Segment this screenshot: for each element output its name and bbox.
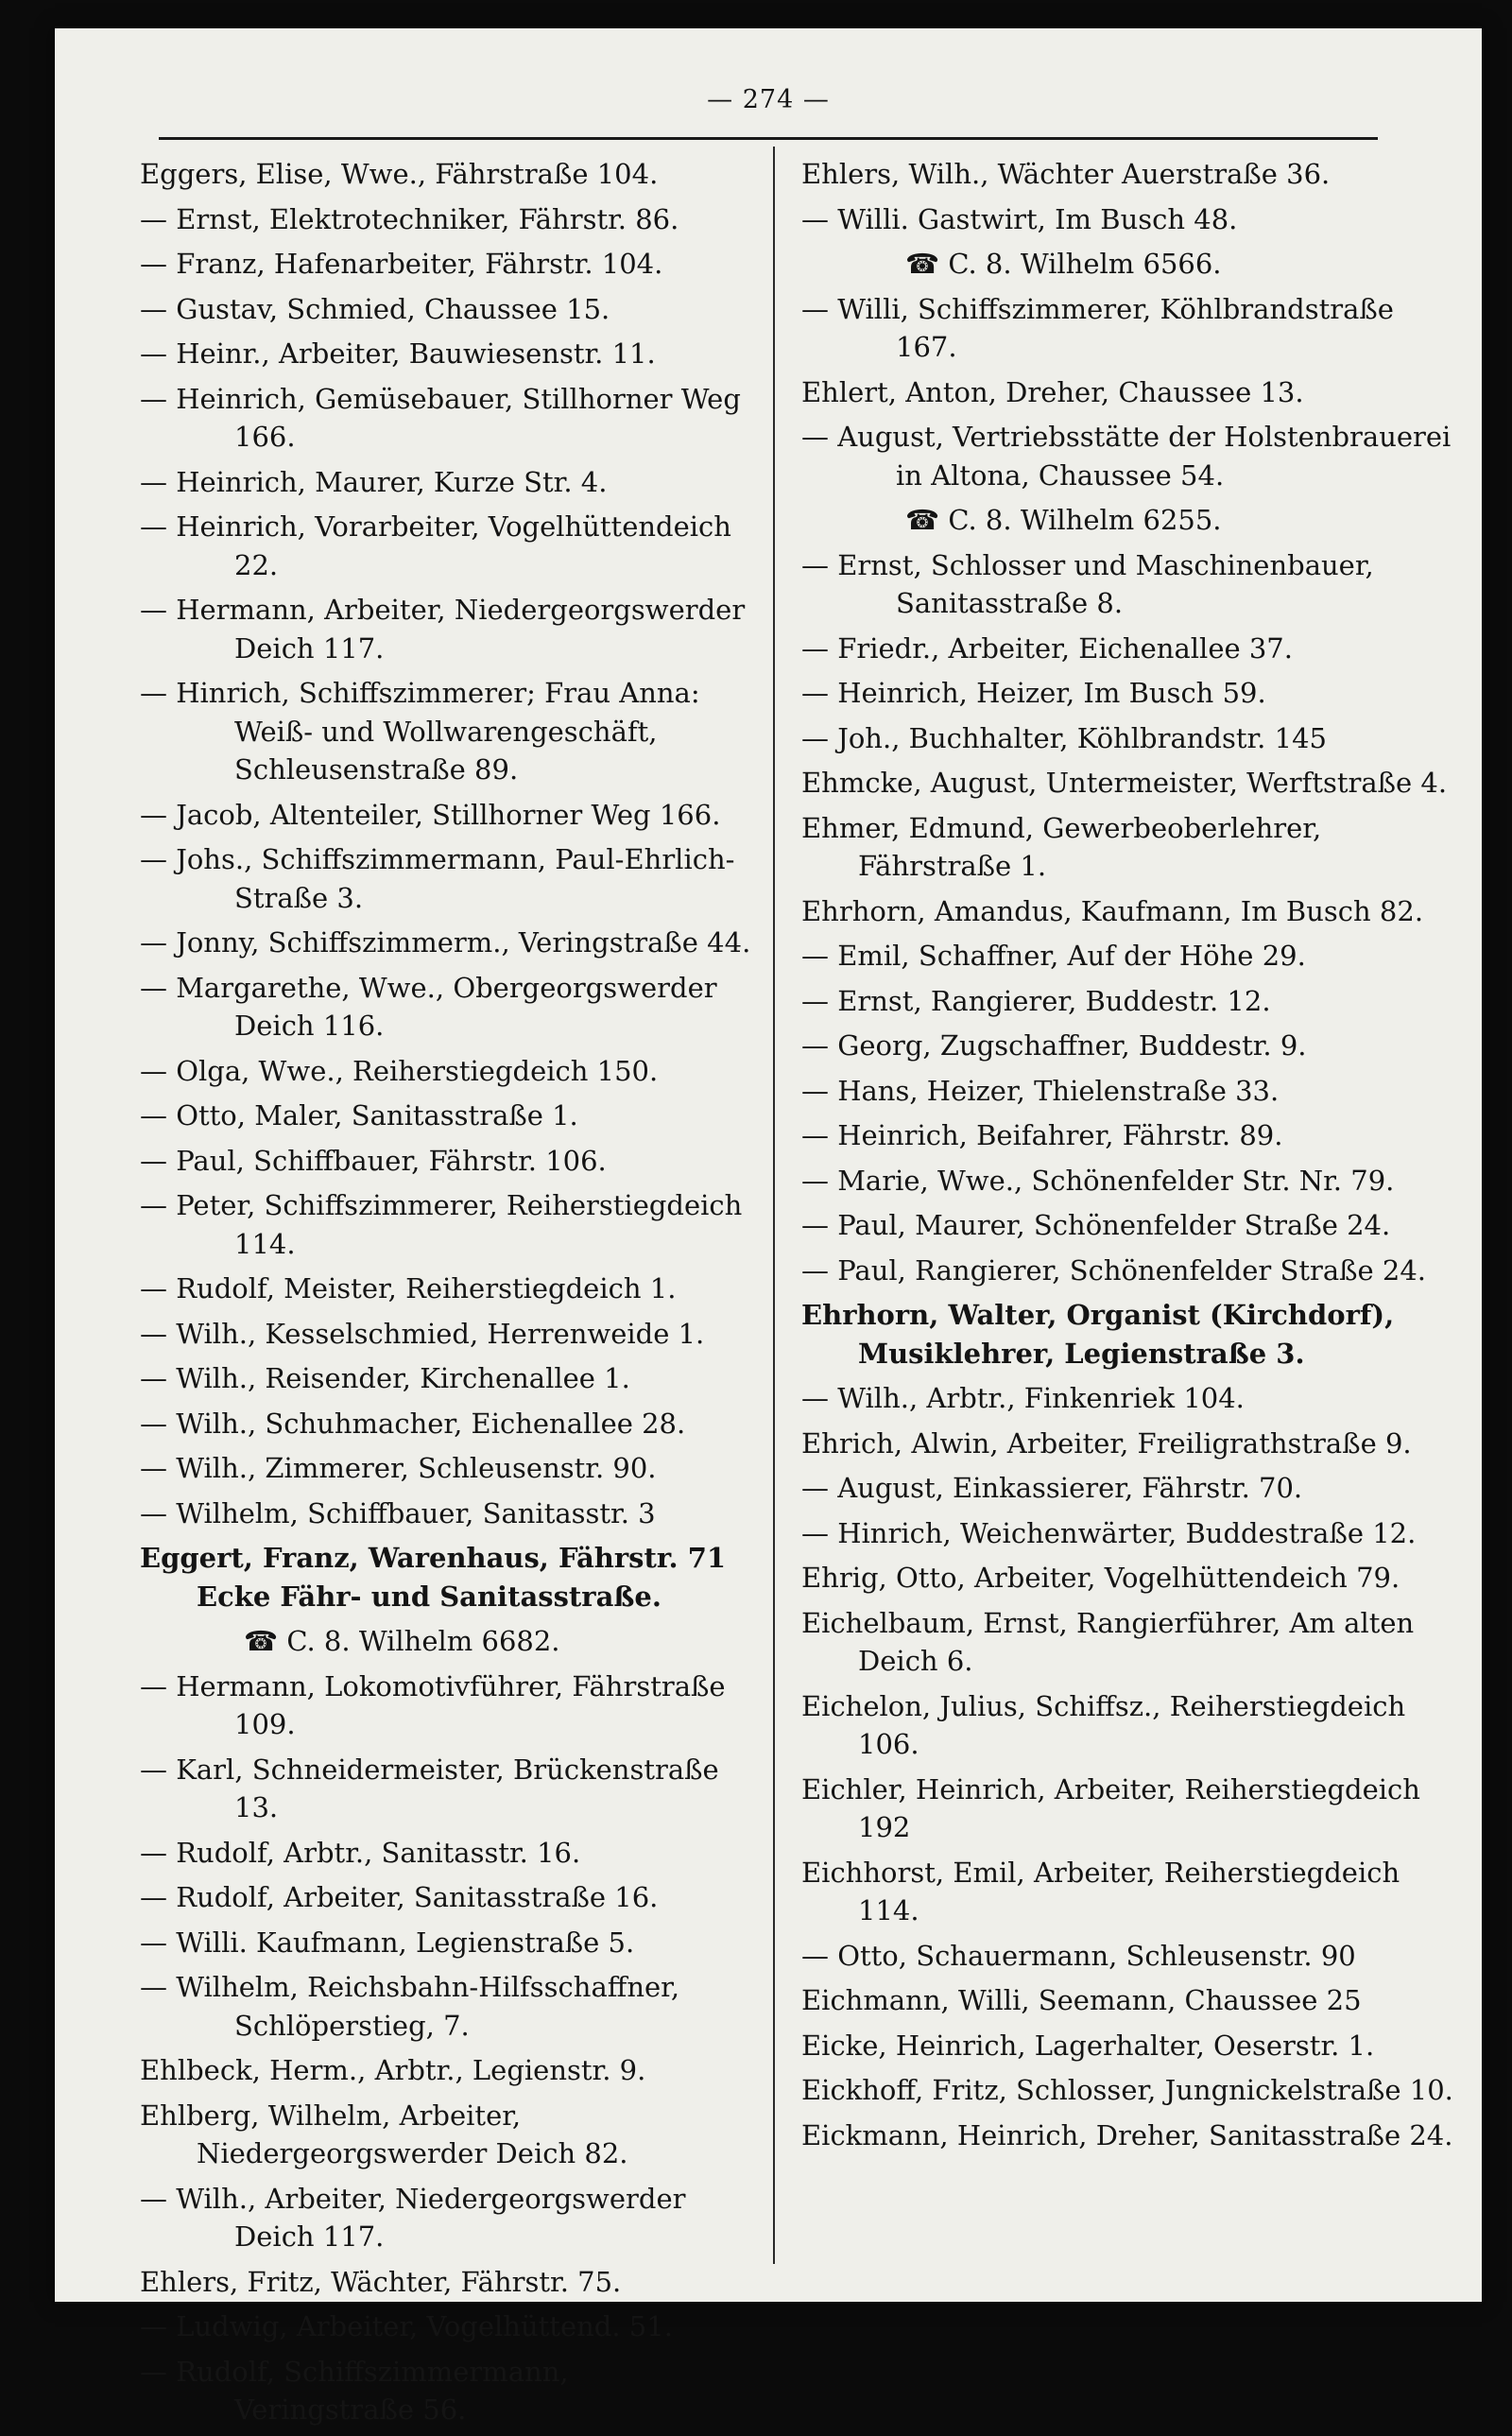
directory-entry: Ehrhorn, Amandus, Kaufmann, Im Busch 82. [801,894,1424,927]
header-rule [159,137,1378,140]
directory-entry: — Ernst, Elektrotechniker, Fährstr. 86. [140,202,679,235]
directory-entry: — Ernst, Rangierer, Buddestr. 12. [801,984,1271,1017]
directory-entry: — Heinrich, Vorarbeiter, Vogelhüttendeich 22. [140,510,731,581]
directory-entry: — Wilh., Reisender, Kirchenallee 1. [140,1362,630,1394]
directory-entry: — Hinrich, Schiffszimmerer; Frau Anna: Weiß- und Wollwarengeschäft, Schleusenstraße 89. [140,677,700,786]
directory-entry: Eichhorst, Emil, Arbeiter, Reiherstiegdeich 114. [801,1856,1400,1926]
directory-entry: Ehlers, Fritz, Wächter, Fährstr. 75. [140,2265,622,2298]
directory-entry: — Ludwig, Arbeiter, Vogelhüttend. 51. [140,2310,673,2342]
directory-entry: Eickmann, Heinrich, Dreher, Sanitasstraße 24. [801,2118,1453,2151]
directory-entry: — Wilhelm, Schiffbauer, Sanitasstr. 3 [140,1496,656,1529]
directory-entry: — Margarethe, Wwe., Obergeorgswerder Deich 116. [140,971,717,1042]
phone-entry: ☎ C. 8. Wilhelm 6255. [905,504,1222,536]
directory-entry: — Heinrich, Beifahrer, Fährstr. 89. [801,1119,1283,1151]
directory-entry: — Joh., Buchhalter, Köhlbrandstr. 145 [801,721,1327,754]
directory-entry: — Heinrich, Gemüsebauer, Stillhorner Weg 166. [140,382,741,453]
directory-page [55,28,1482,2426]
directory-entry: — Hermann, Arbeiter, Niedergeorgswerder Deich 117. [140,594,746,665]
directory-entry: — Heinr., Arbeiter, Bauwiesenstr. 11. [140,337,656,370]
right-column [801,155,1453,2161]
directory-entry: — Marie, Wwe., Schönenfelder Str. Nr. 79. [801,1164,1395,1197]
directory-entry: — Wilh., Zimmerer, Schleusenstr. 90. [140,1452,657,1484]
directory-entry: — August, Einkassierer, Fährstr. 70. [801,1472,1303,1504]
directory-entry: — Gustav, Schmied, Chaussee 15. [140,292,610,325]
directory-entry: — Rudolf, Arbeiter, Sanitasstraße 16. [140,1881,659,1913]
column-divider [773,147,775,2264]
directory-entry: — Willi. Kaufmann, Legienstraße 5. [140,1926,635,1959]
directory-entry: Eichelon, Julius, Schiffsz., Reiherstiegdeich 106. [801,1689,1406,1760]
directory-entry: — Peter, Schiffszimmerer, Reiherstiegdeich 114. [140,1189,743,1260]
directory-entry: — Willi, Schiffszimmerer, Köhlbrandstraße 167. [801,292,1394,363]
directory-entry: Ehlbeck, Herm., Arbtr., Legienstr. 9. [140,2054,646,2086]
directory-entry: — Paul, Maurer, Schönenfelder Straße 24. [801,1209,1391,1241]
directory-entry: — Paul, Rangierer, Schönenfelder Straße 24. [801,1253,1426,1287]
directory-entry: — Georg, Zugschaffner, Buddestr. 9. [801,1029,1307,1062]
page-number: — 274 — [707,85,830,114]
directory-entry: — Jonny, Schiffszimmerm., Veringstraße 44. [140,926,751,959]
directory-entry: Ehmer, Edmund, Gewerbeoberlehrer, Fährstraße 1. [801,811,1322,882]
directory-entry: — Heinrich, Heizer, Im Busch 59. [801,677,1266,709]
directory-entry: Ehrich, Alwin, Arbeiter, Freiligrathstraße 9. [801,1426,1412,1460]
directory-entry: Eichler, Heinrich, Arbeiter, Reiherstiegdeich 192 [801,1772,1420,1843]
directory-entry: — Friedr., Arbeiter, Eichenallee 37. [801,631,1293,665]
directory-entry: Ehrig, Otto, Arbeiter, Vogelhüttendeich 79. [801,1562,1400,1594]
directory-entry: — Paul, Schiffbauer, Fährstr. 106. [140,1144,607,1177]
directory-entry: — Karl, Schneidermeister, Brückenstraße 13. [140,1753,719,1823]
directory-entry: Eggers, Elise, Wwe., Fährstraße 104. [140,158,659,190]
directory-entry: Eichelbaum, Ernst, Rangierführer, Am alten Deich 6. [801,1606,1415,1677]
directory-entry: Ehlberg, Wilhelm, Arbeiter, Niedergeorgswerder Deich 82. [140,2099,628,2169]
directory-entry: — Hermann, Lokomotivführer, Fährstraße 109. [140,1669,726,1740]
phone-entry: ☎ C. 8. Wilhelm 6566. [905,248,1222,280]
directory-entry: — Otto, Schauermann, Schleusenstr. 90 [801,1939,1356,1972]
directory-entry: — Wilh., Arbeiter, Niedergeorgswerder Deich 117. [140,2182,686,2253]
directory-entry: — Wilh., Schuhmacher, Eichenallee 28. [140,1407,686,1440]
left-column [140,155,754,2436]
directory-entry: Ehlers, Wilh., Wächter Auerstraße 36. [801,158,1331,190]
directory-entry: — Wilh., Arbtr., Finkenriek 104. [801,1382,1245,1414]
directory-entry: Eichmann, Willi, Seemann, Chaussee 25 [801,1984,1362,2016]
directory-entry: Eicke, Heinrich, Lagerhalter, Oeserstr. 1. [801,2029,1375,2062]
directory-entry: Eggert, Franz, Warenhaus, Fährstr. 71 Ecke Fähr- und Sanitasstraße. [140,1542,727,1613]
directory-entry: Ehrhorn, Walter, Organist (Kirchdorf), Musiklehrer, Legienstraße 3. [801,1299,1395,1370]
directory-entry: — Hinrich, Weichenwärter, Buddestraße 12. [801,1516,1417,1549]
directory-entry: — Rudolf, Meister, Reiherstiegdeich 1. [140,1272,677,1304]
directory-entry: — Hans, Heizer, Thielenstraße 33. [801,1074,1280,1107]
directory-entry: — Otto, Maler, Sanitasstraße 1. [140,1099,578,1132]
directory-entry: — Wilhelm, Reichsbahn-Hilfsschaffner, Schlöperstieg, 7. [140,1971,680,2042]
directory-entry: — Olga, Wwe., Reiherstiegdeich 150. [140,1054,659,1087]
directory-entry: — Willi. Gastwirt, Im Busch 48. [801,202,1238,235]
directory-entry: Ehmcke, August, Untermeister, Werftstraße 4. [801,767,1448,799]
directory-entry: — August, Vertriebsstätte der Holstenbrauerei in Altona, Chaussee 54. [801,421,1452,492]
directory-entry: — Rudolf, Schiffszimmermann, Veringstraße 56. [140,2355,569,2426]
directory-entry: — Wilh., Kesselschmied, Herrenweide 1. [140,1317,705,1350]
directory-entry: — Ernst, Schlosser und Maschinenbauer, Sanitasstraße 8. [801,548,1374,619]
directory-entry: — Rudolf, Arbtr., Sanitasstr. 16. [140,1836,581,1869]
phone-entry: ☎ C. 8. Wilhelm 6682. [244,1625,560,1657]
directory-entry: Eickhoff, Fritz, Schlosser, Jungnickelstraße 10. [801,2074,1453,2106]
directory-entry: — Franz, Hafenarbeiter, Fährstr. 104. [140,248,663,280]
directory-entry: — Johs., Schiffszimmermann, Paul-Ehrlich-Straße 3. [140,843,735,914]
directory-entry: Ehlert, Anton, Dreher, Chaussee 13. [801,375,1304,408]
directory-entry: — Emil, Schaffner, Auf der Höhe 29. [801,940,1306,972]
directory-entry: — Heinrich, Maurer, Kurze Str. 4. [140,465,608,498]
directory-entry: — Jacob, Altenteiler, Stillhorner Weg 166. [140,798,721,831]
